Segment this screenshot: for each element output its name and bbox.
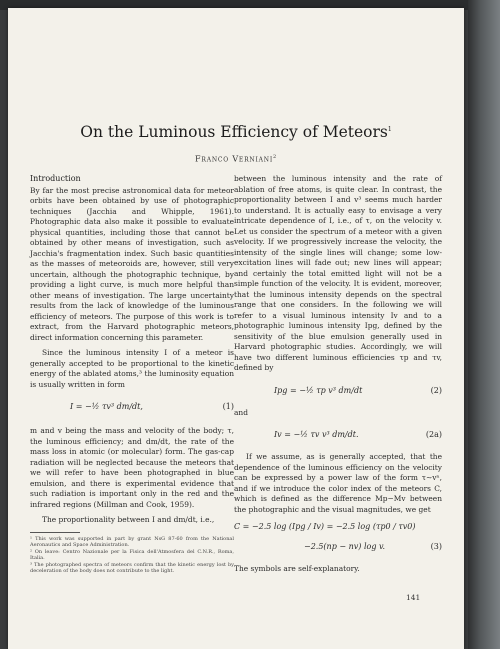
page-number: 141 xyxy=(406,593,421,602)
scan-right-edge xyxy=(468,0,500,649)
paper-page xyxy=(8,8,464,649)
paragraph: The proportionality between I and dm/dt, i.e., xyxy=(42,515,215,524)
right-column xyxy=(234,174,442,580)
footnote: ¹ This work was supported in part by grant NsG 87-60 from the National Aeronautics and Space Administration. xyxy=(30,535,234,548)
paragraph: If we assume, as is generally accepted, that the dependence of the luminous efficiency on the velocity can be expressed by a power law of the form τ∼vⁿ, and if we introduce the color index of the meteors C, which is defined as the difference Mp−Mv between the photographic and the visual magnitudes, we get xyxy=(234,452,442,514)
paragraph: and xyxy=(234,407,248,417)
equation-2a: Iv = −½ τv v³ dm/dt. (2a) xyxy=(274,430,442,439)
left-column xyxy=(30,174,234,575)
section-heading: Introduction xyxy=(30,174,81,183)
paragraph: m and v being the mass and velocity of the body; τ, the luminous efficiency; and dm/dt, the rate of the mass loss in atomic (or molecular) form. The gas-cap radiation will be neglected because the meteors that we will refer to have been photographed in blue emulsion, and there is experimental evidence that such radiation is important only in the red and the infrared regions (Millman and Cook, 1959). xyxy=(30,426,234,509)
footnote-rule xyxy=(30,532,80,533)
paragraph: By far the most precise astronomical data for meteor orbits have been obtained by use of photographic techniques (Jacchia and Whipple, 1961). Photographic data also make it possible to evaluate physical quantities, including those that cannot be obtained by other means of investigation, such as Jacchia's fragmentation index. Such basic quantities as the masses of meteoroids are, however, still very uncertain, although the photographic technique, by providing a light curve, is much more helpful than other means of investigation. The large uncertainty results from the lack of knowledge of the luminous efficiency of meteors. The purpose of this work is to extract, from the Harvard photographic meteors, direct information concerning this parameter. xyxy=(30,185,234,342)
footnote: ² On leave: Centro Nazionale per la Fisica dell'Atmosfera del C.N.R., Roma, Italia. xyxy=(30,548,234,561)
equation-2: Ipg = −½ τp v³ dm/dt (2) xyxy=(274,385,442,395)
paragraph: Since the luminous intensity I of a meteor is generally accepted to be proportional to the kinetic energy of the ablated atoms,³ the luminosity equation is usually written in form xyxy=(30,348,234,389)
equation-1: I = −½ τv³ dm/dt, (1) xyxy=(70,402,234,411)
paragraph: The symbols are self-explanatory. xyxy=(234,564,360,573)
paper-title: On the Luminous Efficiency of Meteors$^1$ xyxy=(80,123,392,141)
paper-author: Franco Verniani$^2$ xyxy=(195,154,277,164)
footnote: ³ The photographed spectra of meteors confirm that the kinetic energy lost by deceleration of the body does not contribute to the light. xyxy=(30,561,234,574)
equation-3: C = −2.5 log (Ipg / Iv) = −2.5 log (τp0 / τv0) −2.5(np − nv) log v. (3) xyxy=(234,522,442,551)
paragraph: between the luminous intensity and the rate of ablation of free atoms, is quite clear. In contrast, the proportionality between I and v³ seems much harder to understand. It is actually easy to envisage a very intricate dependence of I, i.e., of τ, on the velocity v. Let us consider the spectrum of a meteor with a given velocity. If we progressively increase the velocity, the intensity of the single lines will change; some low-excitation lines will fade out; new lines will appear; and certainly the total emitted light will not be a simple function of the velocity. It is evident, moreover, that the luminous intensity depends on the spectral range that one considers. In the following we will refer to a visual luminous intensity Iv and to a photographic luminous intensity Ipg, defined by the sensitivity of the blue emulsion generally used in Harvard photographic studies. Accordingly, we will have two different luminous efficiencies τp and τv, defined by xyxy=(234,174,442,372)
